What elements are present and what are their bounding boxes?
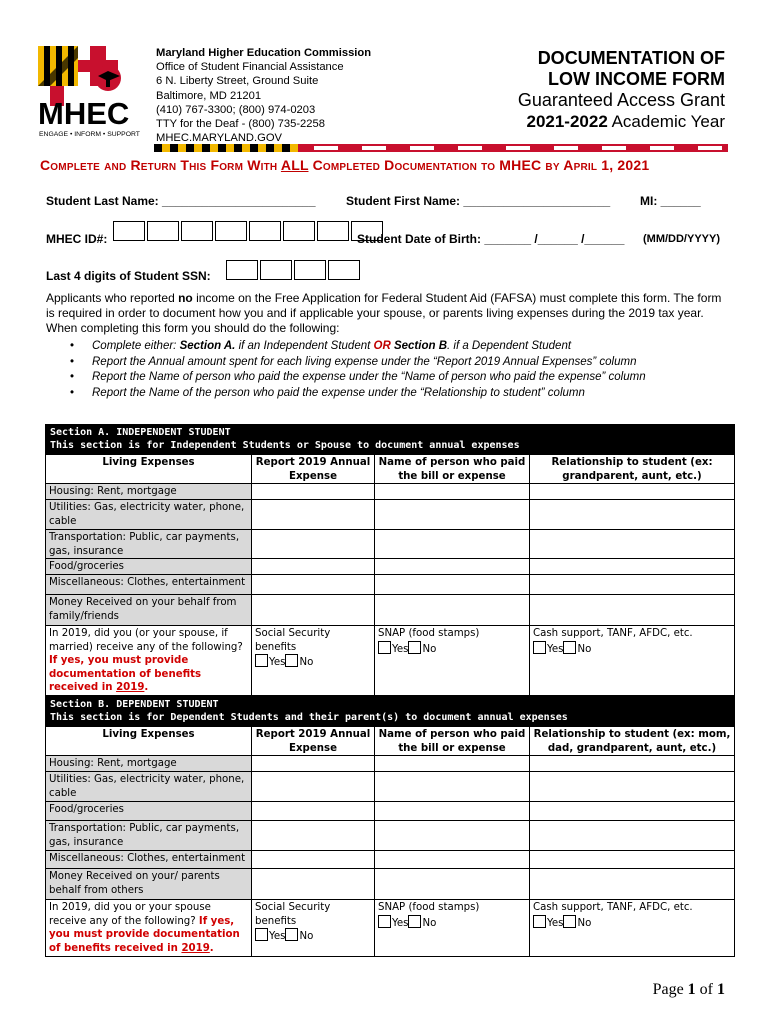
section-a-header: Section A. INDEPENDENT STUDENT This section is for Independent Students or Spouse to document annual expenses — [45, 424, 735, 455]
org-line: Baltimore, MD 21201 — [156, 89, 262, 102]
checkbox-icon — [255, 928, 268, 941]
flag-stripe-divider — [154, 139, 728, 147]
checkbox-icon — [285, 654, 298, 667]
org-line: MHEC.MARYLAND.GOV — [156, 132, 282, 145]
checkbox-icon — [285, 928, 298, 941]
snap-yes-no[interactable]: Yes No — [378, 641, 526, 657]
org-line: TTY for the Deaf - (800) 735-2258 — [156, 118, 325, 131]
checkbox-icon — [378, 641, 391, 654]
maryland-flag-logo-icon — [38, 46, 150, 138]
ssn-boxes[interactable] — [226, 260, 362, 280]
org-name: Maryland Higher Education Commission — [156, 47, 372, 59]
table-row[interactable]: Money Received on your/ parents behalf from others — [45, 869, 735, 900]
table-row[interactable]: Miscellaneous: Clothes, entertainment — [45, 851, 735, 869]
bullet-item: • Report the Name of the person who paid the expense under the “Relationship to student” column — [70, 386, 730, 402]
title-line-2: LOW INCOME FORM — [548, 69, 725, 89]
bullet-item: • Report the Annual amount spent for each living expense under the “Report 2019 Annual Expenses” column — [70, 355, 730, 371]
checkbox-icon — [378, 915, 391, 928]
ss-yes-no[interactable]: Yes No — [255, 654, 371, 670]
col-payer-name: Name of person who paid the bill or expense — [375, 727, 530, 755]
checkbox-icon — [563, 641, 576, 654]
cash-yes-no[interactable]: Yes No — [533, 641, 731, 657]
benefits-row: In 2019, did you or your spouse receive any of the following? If yes, you must provide documentation of benefits received in 2019. Social Security benefits Yes No SNAP (food stamps) Yes No Cash support, TANF, AFDC, etc. Yes No — [45, 900, 735, 957]
org-line: (410) 767-3300; (800) 974-0203 — [156, 103, 316, 116]
section-a-column-headers — [45, 455, 735, 484]
mi-field[interactable]: MI: ______ — [640, 194, 701, 208]
section-b-header: Section B. DEPENDENT STUDENT This section is for Dependent Students and their parent(s) to document annual expenses — [45, 696, 735, 727]
col-relationship: Relationship to student (ex: mom, dad, grandparent, aunt, etc.) — [530, 727, 735, 755]
deadline-notice: Complete and Return This Form With ALL Completed Documentation to MHEC by April 1, 2021 — [40, 157, 650, 173]
table-row[interactable]: Utilities: Gas, electricity water, phone, cable — [45, 500, 735, 530]
instruction-bullets — [70, 339, 730, 401]
table-row[interactable]: Food/groceries — [45, 559, 735, 575]
dob-field[interactable]: Student Date of Birth: _______ /______ /______ — [357, 232, 625, 246]
logo-text: MHEC — [38, 96, 130, 131]
table-row[interactable]: Transportation: Public, car payments, gas, insurance — [45, 530, 735, 559]
organization-info — [156, 46, 371, 145]
mhec-id-boxes[interactable] — [113, 221, 385, 241]
deadline-all: ALL — [280, 157, 309, 173]
table-row[interactable]: Housing: Rent, mortgage — [45, 756, 735, 772]
section-b-column-headers — [45, 727, 735, 756]
benefits-row: In 2019, did you (or your spouse, if married) receive any of the following? If yes, you must provide documentation of benefits received in 2019. Social Security benefits Yes No SNAP (food stamps) Yes No Cash support, TANF, AFDC, etc. Yes No — [45, 626, 735, 696]
checkbox-icon — [408, 641, 421, 654]
checkbox-icon — [533, 641, 546, 654]
snap-yes-no[interactable]: Yes No — [378, 915, 526, 931]
ssn-label: Last 4 digits of Student SSN: — [46, 269, 211, 283]
checkbox-icon — [563, 915, 576, 928]
checkbox-icon — [255, 654, 268, 667]
cash-yes-no[interactable]: Yes No — [533, 915, 731, 931]
bullet-item: • Report the Name of person who paid the expense under the “Name of person who paid the expense” column — [70, 370, 730, 386]
org-line: 6 N. Liberty Street, Ground Suite — [156, 75, 319, 88]
title-line-3: Guaranteed Access Grant — [517, 90, 725, 110]
col-relationship: Relationship to student (ex: grandparent, aunt, etc.) — [530, 455, 735, 483]
benefits-question: In 2019, did you or your spouse receive any of the following? If yes, you must provide documentation of benefits received in 2019. — [45, 900, 252, 956]
col-living-expenses: Living Expenses — [45, 727, 252, 755]
table-row[interactable]: Transportation: Public, car payments, gas, insurance — [45, 821, 735, 851]
table-row[interactable]: Miscellaneous: Clothes, entertainment — [45, 575, 735, 595]
table-row[interactable]: Money Received on your behalf from family/friends — [45, 595, 735, 626]
mhec-logo — [38, 46, 150, 138]
col-annual-expense: Report 2019 Annual Expense — [252, 727, 375, 755]
first-name-field[interactable]: Student First Name: ______________________ — [346, 194, 611, 208]
checkbox-icon — [408, 915, 421, 928]
last-name-field[interactable]: Student Last Name: _______________________ — [46, 194, 316, 208]
ss-yes-no[interactable]: Yes No — [255, 928, 371, 944]
table-row[interactable]: Utilities: Gas, electricity water, phone, cable — [45, 772, 735, 802]
col-living-expenses: Living Expenses — [45, 455, 252, 483]
col-payer-name: Name of person who paid the bill or expense — [375, 455, 530, 483]
dob-format: (MM/DD/YYYY) — [643, 233, 720, 245]
table-row[interactable]: Food/groceries — [45, 802, 735, 821]
instructions-paragraph: Applicants who reported no income on the Free Application for Federal Student Aid (FAFSA) must complete this form. The form is required in order to document how you and if applicable your spouse, or parents living expenses during the 2019 tax year. When completing this form you should do the following: — [46, 291, 722, 335]
checkbox-icon — [533, 915, 546, 928]
title-line-4: 2021-2022 Academic Year — [526, 112, 725, 131]
mhec-id-label: MHEC ID#: — [46, 232, 108, 246]
col-annual-expense: Report 2019 Annual Expense — [252, 455, 375, 483]
document-title — [465, 48, 725, 132]
org-line: Office of Student Financial Assistance — [156, 61, 344, 74]
title-line-1: DOCUMENTATION OF — [537, 48, 725, 68]
page-number: Page 1 of 1 — [652, 981, 725, 998]
logo-tagline: ENGAGE • INFORM • SUPPORT — [39, 131, 140, 138]
table-row[interactable]: Housing: Rent, mortgage — [45, 484, 735, 500]
benefits-question: In 2019, did you (or your spouse, if married) receive any of the following? If yes, you must provide documentation of benefits received in 2019. — [45, 626, 252, 695]
bullet-item: • Complete either: Section A. if an Independent Student OR Section B. if a Dependent Student — [70, 339, 730, 355]
